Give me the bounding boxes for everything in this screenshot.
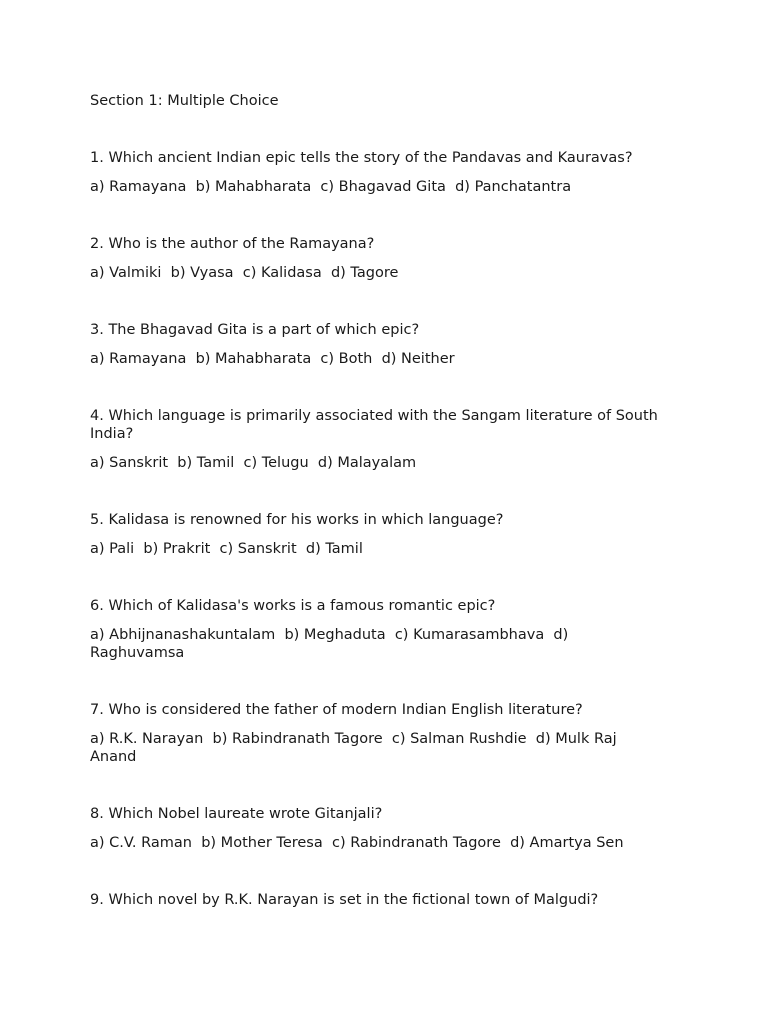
question-text: 9. Which novel by R.K. Narayan is set in the fictional town of Malgudi? [90,892,599,908]
question-1 [90,149,660,196]
question-text: 8. Which Nobel laureate wrote Gitanjali? [90,806,383,822]
question-text: 4. Which language is primarily associated with the Sangam literature of South India? [90,408,658,442]
question-6 [90,597,660,662]
question-text: 2. Who is the author of the Ramayana? [90,236,375,252]
question-text: 7. Who is considered the father of modern Indian English literature? [90,702,583,718]
document-page [90,92,660,948]
question-options: a) R.K. Narayan b) Rabindranath Tagore c) Salman Rushdie d) Mulk Raj Anand [90,731,622,765]
question-text: 1. Which ancient Indian epic tells the story of the Pandavas and Kauravas? [90,150,633,166]
question-options: a) Ramayana b) Mahabharata c) Bhagavad Gita d) Panchatantra [90,179,572,195]
question-3 [90,321,660,368]
question-text: 6. Which of Kalidasa's works is a famous romantic epic? [90,598,496,614]
question-8 [90,805,660,852]
question-options: a) Ramayana b) Mahabharata c) Both d) Neither [90,351,455,367]
question-text: 5. Kalidasa is renowned for his works in which language? [90,512,504,528]
question-4 [90,407,660,472]
question-options: a) Valmiki b) Vyasa c) Kalidasa d) Tagore [90,265,399,281]
question-2 [90,235,660,282]
question-5 [90,511,660,558]
section-title: Section 1: Multiple Choice [90,93,279,109]
question-7 [90,701,660,766]
question-options: a) C.V. Raman b) Mother Teresa c) Rabindranath Tagore d) Amartya Sen [90,835,624,851]
question-9 [90,891,660,909]
question-options: a) Sanskrit b) Tamil c) Telugu d) Malayalam [90,455,417,471]
question-text: 3. The Bhagavad Gita is a part of which epic? [90,322,420,338]
question-options: a) Pali b) Prakrit c) Sanskrit d) Tamil [90,541,363,557]
question-options: a) Abhijnanashakuntalam b) Meghaduta c) Kumarasambhava d) Raghuvamsa [90,627,573,661]
